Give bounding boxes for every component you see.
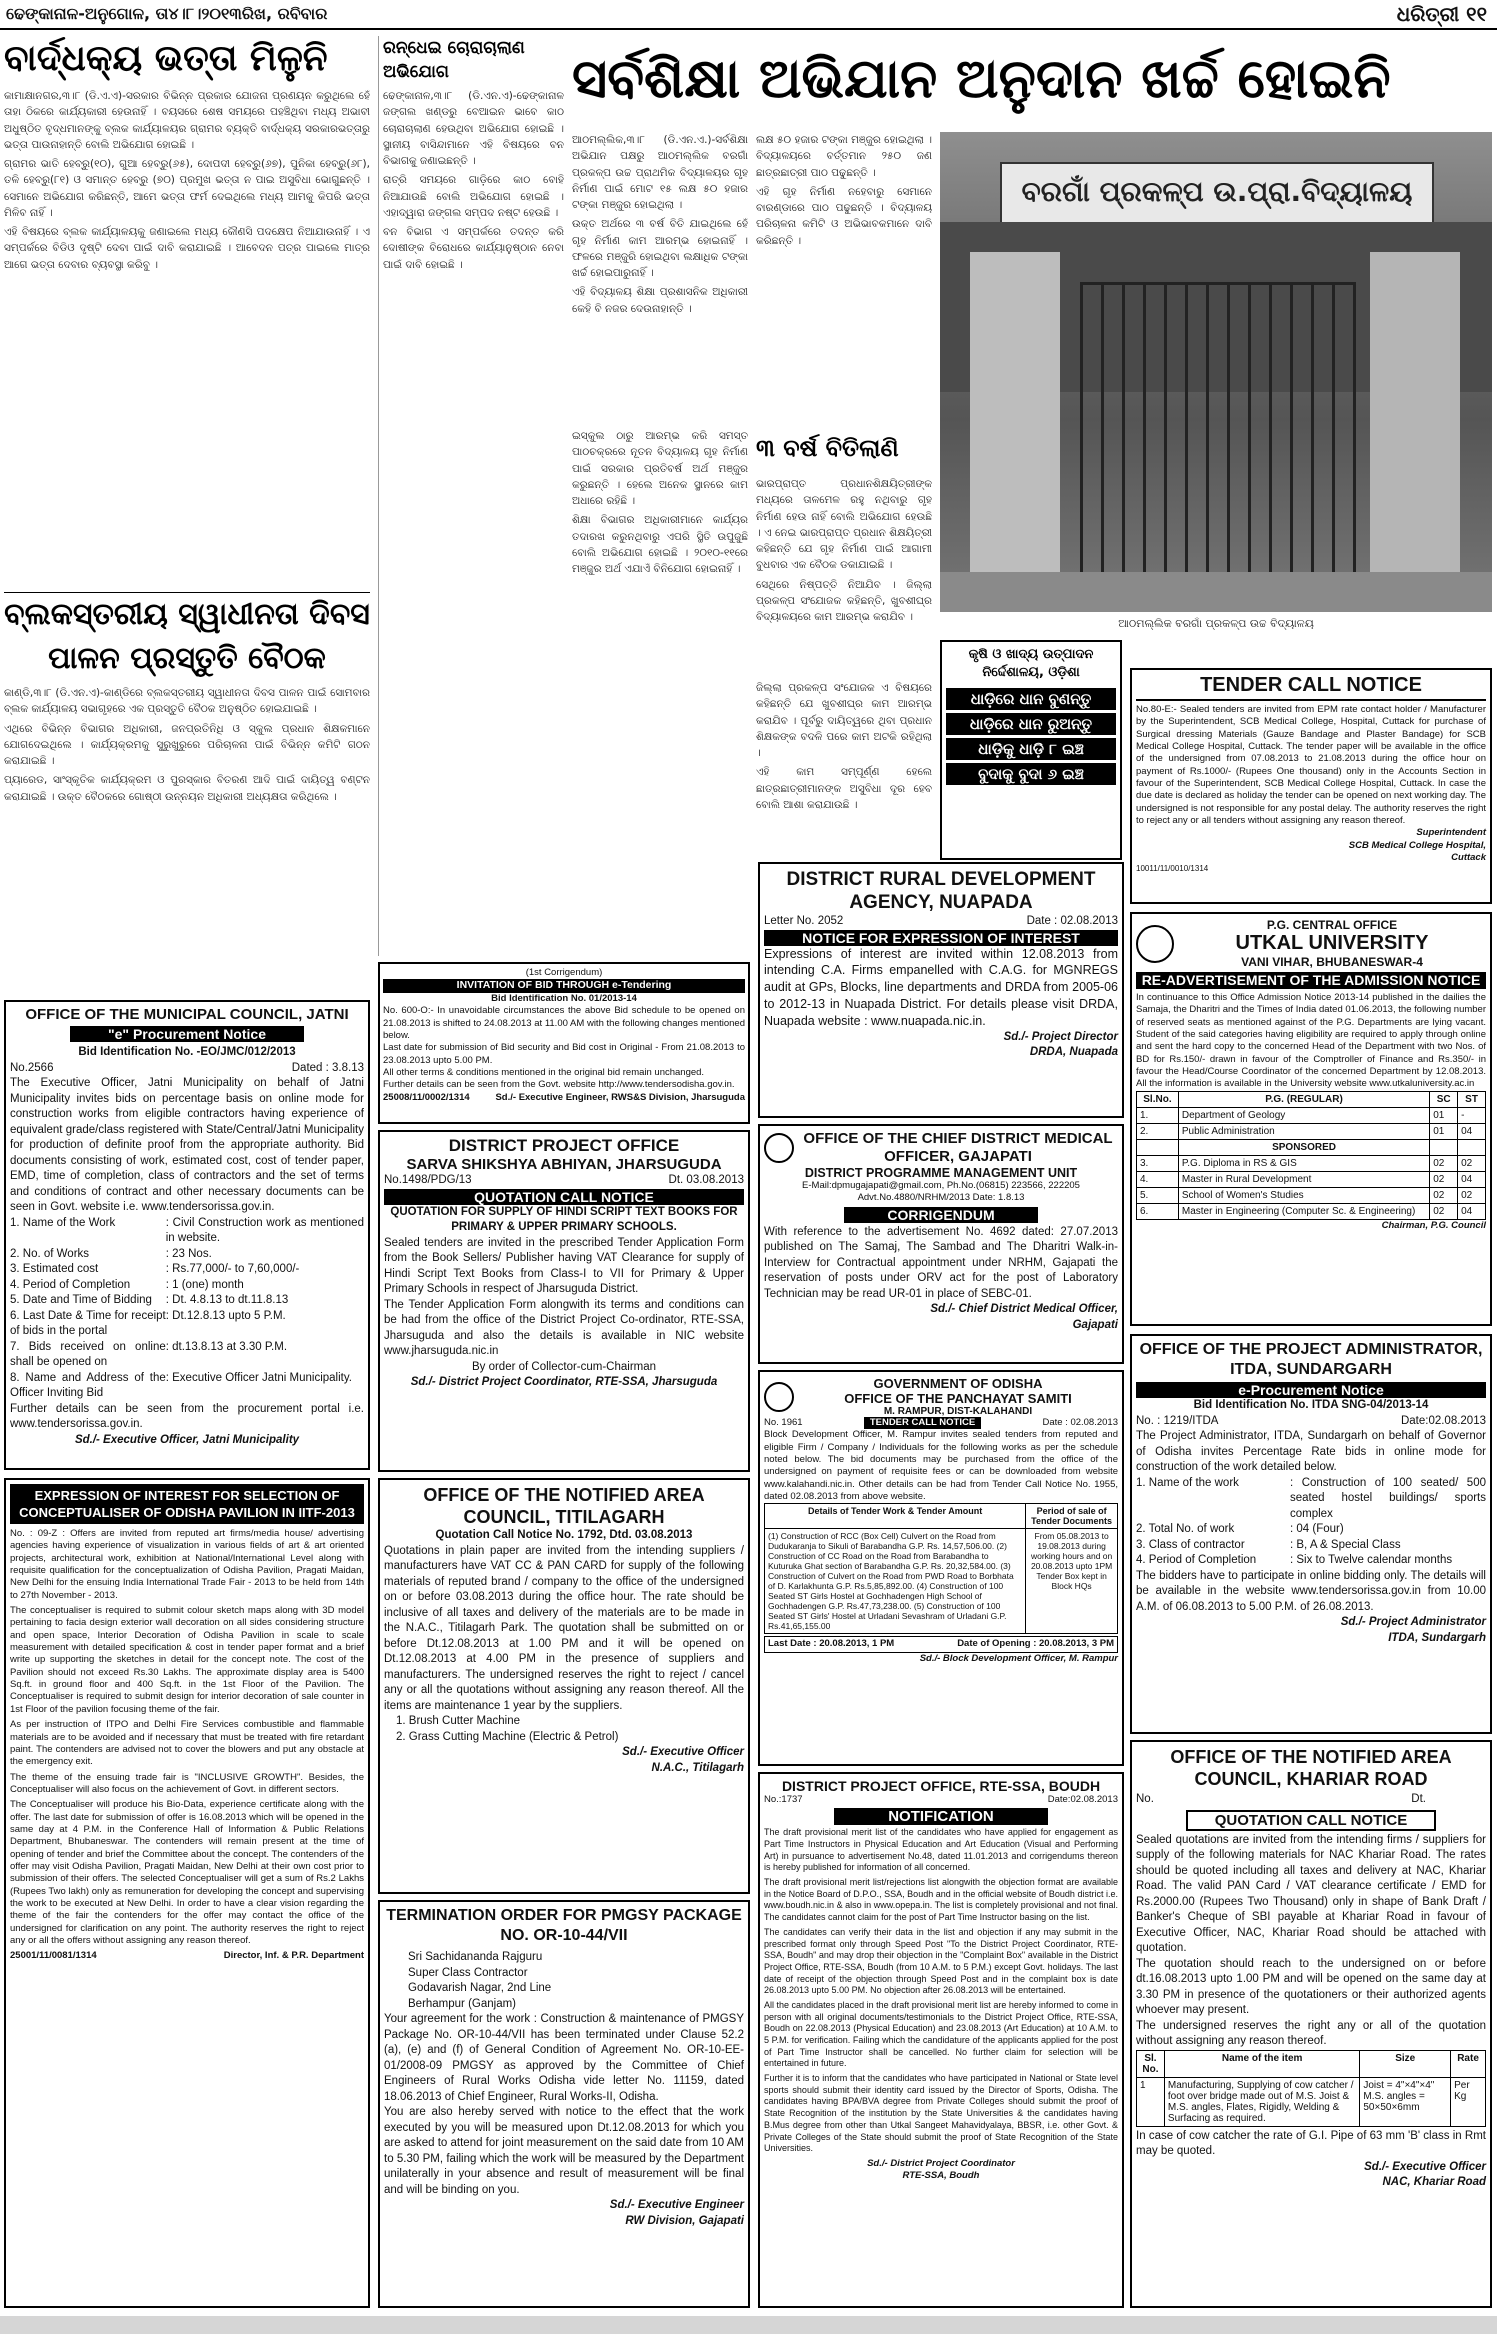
ssa-jharsuguda-notice: DISTRICT PROJECT OFFICE SARVA SHIKSHYA ABHIYAN, JHARSUGUDA No.1498/PDG/13 Dt. 03.08.2013 QUOTATION CALL NOTICE QUOTATION FOR SUPPLY OF HINDI SCRIPT TEXT BOOKS FOR PRIMARY & UPPER PRIMARY SCHOOLS. Sealed tenders are invited in the prescribed Tender Application Form from the Book Sellers/ Publisher having VAT Clearance for supply of Hindi Script Text Books from Class-I to VII for Primary & Upper Primary Schools in respect of Jharsuguda District. The Tender Application Form alongwith its terms and conditions can be had from the office of the District Project Co-ordinator, RTE-SSA, Jharsuguda and also the details is available in NIC website www.jharsuguda.nic.in By order of Collector-cum-Chairman Sd./- District Project Coordinator, RTE-SSA, Jharsuguda (378, 1130, 750, 1472)
masthead-page: ଧରିତ୍ରୀ ୧୧ (1396, 2, 1487, 26)
story-school-funds: ଇସ୍କୁଲ ଠାରୁ ଆରମ୍ଭ କରି ସମସ୍ତ ପାଠଚକ୍ରରେ ନୂତନ ବିଦ୍ୟାଳୟ ଗୃହ ନିର୍ମାଣ ପାଇଁ ସରକାର ପ୍ରତିବର୍ଷ ଅର୍ଥ ମଞ୍ଜୁର କରୁଛନ୍ତି । ହେଲେ ଅନେକ ସ୍ଥାନରେ କାମ ଅଧାରେ ରହିଛି । ଶିକ୍ଷା ବିଭାଗର ଅଧିକାରୀମାନେ କାର୍ଯ୍ୟର ତଦାରଖ କରୁନଥିବାରୁ ଏପରି ସ୍ଥିତି ଉପୁଜୁଛି ବୋଲି ଅଭିଯୋଗ ହୋଇଛି । ୨୦୧୦-୧୧ରେ ମଞ୍ଜୁର ଅର୍ଥ ଏଯାଏଁ ବିନିଯୋଗ ହୋଇନାହିଁ । (572, 430, 748, 576)
notice-title: TERMINATION ORDER FOR PMGSY PACKAGE NO. OR-10-44/VII (386, 1907, 742, 1944)
notice-title: OFFICE OF THE CHIEF DISTRICT MEDICAL OFFICER, GAJAPATI (803, 1130, 1113, 1165)
photo-caption-box (940, 614, 1492, 636)
jatni-procurement-notice: OFFICE OF THE MUNICIPAL COUNCIL, JATNI "e" Procurement Notice Bid Identification No. -EO/JMC/012/2013 No.2566 Dated : 3.8.13 The Executive Officer, Jatni Municipality on behalf of Jatni Municipality invites bids on percentage basis on online mode for construction works from eligible contractors having experience of equivalent grade/class registered with State/Central/Jatni Municipality for production of definite proof from the appropriate authority. Bid documents consisting of work, estimated cost, cost of tender paper, EMD, time of completion, class of contractors and the set of terms and conditions of contract and other necessary documents can be seen in Govt. website i.e. www.tendersorissa.gov.in. 1. Name of the Work : Civil Construction work as mentioned in website. 2. No. of Works : 23 Nos. 3. Estimated cost : Rs.77,000/- to 7,60,000/- 4. Period of Completion : 1 (one) month 5. Date and Time of Bidding : Dt. 4.8.13 to dt.11.8.13 6. Last Date & Time for receipt of bids in the portal : Dt.12.8.13 upto 5 P.M. 7. Bids received on online shall be opened on : dt.13.8.13 at 3.30 P.M. 8. Name and Address of the Officer Inviting Bid : Executive Officer Jatni Municipality. Further details can be seen from the procurement portal i.e. www.tendersorissa.gov.in. Sd./- Executive Officer, Jatni Municipality (4, 1000, 370, 1470)
emblem-icon (764, 1382, 794, 1412)
school-sign: ବରଗାଁ ପ୍ରକଳ୍ପ ଉ.ପ୍ରା.ବିଦ୍ୟାଳୟ (1000, 162, 1434, 226)
rwss-corrigendum: (1st Corrigendum) INVITATION OF BID THROUGH e-Tendering Bid Identification No. 01/2013-14 No. 600-O:- In unavoidable circumstances the above Bid schedule to be opened on 21.08.2013 is shifted to 24.08.2013 at 11.00 AM with the following changes mentioned below. Last date for submission of Bid security and Bid cost in Original - From 21.08.2013 to 23.08.2013 upto 5.00 PM. All other terms & conditions mentioned in the original bid remain unchanged. Further details can be seen from the Govt. website http://www.tendersodisha.gov.in. 25008/11/0002/1314 Sd./- Executive Engineer, RWS&S Division, Jharsuguda (378, 962, 750, 1124)
emblem-icon (764, 1133, 794, 1163)
lead-subhead: ୩ ବର୍ଷ ବିତିଲାଣି (756, 434, 899, 462)
story-independence-day (4, 592, 370, 992)
utkal-university-admission-notice: P.G. CENTRAL OFFICE UTKAL UNIVERSITY VANI VIHAR, BHUBANESWAR-4 RE-ADVERTISEMENT OF THE ADMISSION NOTICE In continuance to this Office Admission Notice 2013-14 published in the dailies the Samaja, the Dharitri and the Times of India dated 01.06.2013, the following number of reserved seats as mentioned against of the P.G. Departments are lying vacant. Student of the said categories having eligibility are required to apply through online and sent the hard copy to the concerned Head of the Department with two Nos. of BD for Rs.150/- drawn in favour of the Comptroller of Finance and Rs.350/- in favour the Head/Course Coordinator of the concerned Department by 12.08.2013. All the information is available in the University website www.utkaluniversity.ac.in Sl.No. P.G. (REGULAR) SC ST 1. Department of Geology 01 - 2. Public Administration 01 04 SPONSORED 3. P.G. Diploma in RS & GIS 02 02 4. Master in Rural Development 02 04 5. School of Women's Studies 02 02 6. Master in Engineering (Computer Sc. & Engineering) 02 04 Chairman, P.G. Council (1130, 912, 1492, 1326)
agri-title: କୃଷି ଓ ଖାଦ୍ୟ ଉତ୍ପାଦନ ନିର୍ଦ୍ଦେଶାଳୟ, ଓଡ଼ିଶା (968, 647, 1094, 680)
titilagarh-quotation-notice: OFFICE OF THE NOTIFIED AREA COUNCIL, TITILAGARH Quotation Call Notice No. 1792, Dtd. 03.08.2013 Quotations in plain paper are invited from the intending suppliers / manufacturers have VAT CC & PAN CARD for supply of the following materials of reputed brand / company to the office of the undersigned on or before 03.08.2013 during the office hour. The rate should be inclusive of all taxes and delivery of the materials are to be made in the N.A.C., Titilagarh Park. The quotation shall be submitted on or before Dt.12.08.2013 at 1.00 PM and it will be opened on Dt.12.08.2013 at 4.00 PM in the presence of suppliers and manufacturers. The undersigned reserves the right to reject / cancel any or all the quotations without assigning any reason thereof. All the items are maintenance 1 year by the suppliers. 1. Brush Cutter Machine 2. Grass Cutting Machine (Electric & Petrol) Sd./- Executive Officer N.A.C., Titilagarh (378, 1478, 750, 1894)
masthead-dateline: ଢେଙ୍କାନାଳ-ଅନୁଗୋଳ, ତା୪।୮।୨୦୧୩ରିଖ, ରବିବାର (6, 4, 328, 23)
gate (1080, 282, 1356, 588)
university-logo-icon (1136, 925, 1174, 963)
agriculture-ad: କୃଷି ଓ ଖାଦ୍ୟ ଉତ୍ପାଦନ ନିର୍ଦ୍ଦେଶାଳୟ, ଓଡ଼ିଶା ଧାଡ଼ିରେ ଧାନ ବୁଣନ୍ତୁ ଧାଡ଼ିରେ ଧାନ ରୁଅନ୍ତୁ ଧାଡ଼ିକୁ ଧାଡ଼ି ୮ ଇଞ୍ଚ ବୁଦାକୁ ବୁଦା ୬ ଇଞ୍ଚ (940, 640, 1122, 860)
items-table: Sl. No. Name of the item Size Rate 1 Manufacturing, Supplying of cow catcher / foot over bridge made out of M.S. Joist & M.S. angles, Flates, Rigidly, Welding & Surfacing as required. Joist = 4"×4"×4" M.S. angles = 50×50×6mm Per Kg (1136, 2050, 1486, 2127)
photo-caption: ଆଠମଲ୍ଲିକ ବରଗାଁ ପ୍ରକଳ୍ପ ଉଚ୍ଚ ବିଦ୍ୟାଳୟ (1118, 617, 1314, 630)
table-row: 2. Public Administration 01 04 (1137, 1123, 1486, 1139)
school-photo (940, 132, 1492, 612)
notice-title: EXPRESSION OF INTEREST FOR SELECTION OF CONCEPTUALISER OF ODISHA PAVILION IN IITF-2013 (10, 1484, 364, 1524)
notice-title: UTKAL UNIVERSITY (1235, 932, 1429, 954)
khariar-road-quotation-notice: OFFICE OF THE NOTIFIED AREA COUNCIL, KHARIAR ROAD No. Dt. QUOTATION CALL NOTICE Sealed quotations are invited from the intending firms / suppliers for supply of the following materials for NAC Khariar Road. The rates should be quoted including all taxes and delivery at NAC, Khariar Road. The valid PAN Card / VAT clearance certificate / EMD for Rs.2000.00 (Rupees Two Thousand) only in shape of Bank Draft / Banker's Cheque of SBI payable at Khariar Road in favour of Executive Officer, NAC, Khariar Road should be attached with quotation. The quotation should reach to the undersigned on or before dt.16.08.2013 upto 1.00 PM and will be opened on the same day at 3.30 PM in presence of the quotationers or their authorized agents whoever may present. The undersigned reserves the right any or all of the quotation without assigning any reason thereof. Sl. No. Name of the item Size Rate 1 Manufacturing, Supplying of cow catcher / foot over bridge made out of M.S. Joist & M.S. angles, Flates, Rigidly, Welding & Surfacing as required. Joist = 4"×4"×4" M.S. angles = 50×50×6mm Per Kg In case of cow catcher the rate of G.I. Pipe of 63 mm 'B' class in Rmt may be quoted. Sd./- Executive Officer NAC, Khariar Road (1130, 1740, 1492, 2308)
notice-title: OFFICE OF THE MUNICIPAL COUNCIL, JATNI (25, 1006, 349, 1023)
table-row: 4. Master in Rural Development 02 04 (1137, 1171, 1486, 1187)
itda-sundargarh-notice: OFFICE OF THE PROJECT ADMINISTRATOR, ITDA, SUNDARGARH e-Procurement Notice Bid Identification No. ITDA SNG-04/2013-14 No. : 1219/ITDA Date:02.08.2013 The Project Administrator, ITDA, Sundargarh on behalf of Governor of Odisha invites Percentage Rate bids in online mode for construction of the work detailed below. 1. Name of the work : Construction of 100 seated/ 500 seated hostel buildings/ sports complex 2. Total No. of work : 04 (Four) 3. Class of contractor : B, A & Special Class 4. Period of Completion : Six to Twelve calendar months The bidders have to participate in online bidding only. The details will be available in the website www.tendersorissa.gov.in from 10.00 A.M. of 06.08.2013 to 5.00 P.M. of 26.08.2013. Sd./- Project Administrator ITDA, Sundargarh (1130, 1334, 1492, 1734)
drda-nuapada-notice: DISTRICT RURAL DEVELOPMENT AGENCY, NUAPADA Letter No. 2052 Date : 02.08.2013 NOTICE FOR EXPRESSION OF INTEREST Expressions of interest are invited within 12.08.2013 from intending C.A. Firms empanelled with C.A.G. for MGNREGS audit at GPs, Blocks, line departments and DRDA from 2005-06 to 2012-13 in Nuapada District. For details please visit DRDA, Nuapada website : www.nuapada.nic.in. Sd./- Project Director DRDA, Nuapada (758, 862, 1124, 1118)
table-row: 1 Manufacturing, Supplying of cow catcher / foot over bridge made out of M.S. Joist & M.S. angles, Flates, Rigidly, Welding & Surfacing as required. Joist = 4"×4"×4" M.S. angles = 50×50×6mm Per Kg (1137, 2077, 1486, 2126)
mrampur-tender-notice: GOVERNMENT OF ODISHA OFFICE OF THE PANCHAYAT SAMITI M. RAMPUR, DIST-KALAHANDI No. 1961 TENDER CALL NOTICE Date : 02.08.2013 Block Development Officer, M. Rampur invites sealed tenders from reputed and eligible Firm / Company / Individuals for the following works as per the schedule noted below. The bid documents may be purchased from the office of the undersigned on payment of requisite fees or can be downloaded from website www.kalahandi.nic.in. Other details can be had from Tender Call Notice No. 1955, dated 02.08.2013 from above website. Details of Tender Work & Tender Amount Period of sale of Tender Documents (1) Construction of RCC (Box Cell) Culvert on the Road from Dudukaranja to Sikuli of Barabandha G.P. Rs. 14,57,506.00. (2) Construction of CC Road on the Road from Barabandha to Kuturuka Ghat section of Barabandha G.P. Rs. 20,32,584.00. (3) Construction of Culvert on the Road from PWD Road to Borbhata of D. Karlakhunta G.P. Rs.5,85,892.00. (4) Construction of 100 Seated ST Girls Hostel at Gochhadengen High School of Gochhadengen G.P. Rs.47,73,238.00. (5) Construction of 100 Seated ST Girls' Hostel at Urladani Sevashram of Urladani G.P. Rs.41,65,155.00 From 05.08.2013 to 19.08.2013 during working hours and on 20.08.2013 upto 1PM Tender Box kept in Block HQs Last Date : 20.08.2013, 1 PM Date of Opening : 20.08.2013, 3 PM Sd./- Block Development Officer, M. Rampur (758, 1370, 1124, 1766)
boudh-notification: DISTRICT PROJECT OFFICE, RTE-SSA, BOUDH No.:1737 Date:02.08.2013 NOTIFICATION The draft provisional merit list of the candidates who have applied for engagement as Part Time Instructors in Physical Education and Art Education (Visual and Performing Art) in pursuance to advertisement No.48, dated 11.01.2013 and corrigendums thereon is hereby published for information of all concerned. The draft provisional merit list/rejections list alongwith the objection format are available in the Notice Board of D.P.O., SSA, Boudh and in the official website of Boudh district i.e. www.boudh.nic.in & also in www.opepa.in. The list is completely provisional and not final. The candidates cannot claim for the post of Part Time Instructor basing on the list. The candidates can verify their data in the list and objection if any may submit in the prescribed format only through Speed Post "To the District Project Coordinator, RTE-SSA, Boudh" and may drop their objection in the "Complaint Box" available in the District Project Office, RTE-SSA, Boudh (from 10 A.M. to 5 P.M.) except Govt. holidays. The last date of receipt of the objection through Speed Post and in the complaint box is date 26.08.2013 upto 5.00 PM. No objection after 26.08.2013 will be entertained. All the candidates placed in the draft provisional merit list are hereby informed to come in person with all original documents/testimonials to the District Project Office, RTE-SSA, Boudh on 22.08.2013 (Physical Education) and 23.08.2013 (Art Education) at 10 A.M. to 5 P.M. for verification. Failing which the candidature of the applicants applied for the post of Part Time Instructor shall be cancelled. No further claim for selection will be entertained in future. Further it is to inform that the candidates who have participated in National or State level sports should submit their identity card issued by the Director of Sports, Odisha. The candidates having BPA/BVA degree from Private Colleges should submit the proof of State Recognition of the institution by the State Universities & the candidates having B.Mus degree from other than Utkal Sangeet Mahavidyalaya, BBSR, i.e. other Govt. & Private Colleges of the State should submit the proof of State Recognition of the State Universities. Sd./- District Project Coordinator RTE-SSA, Boudh (758, 1772, 1124, 2308)
notice-title: DISTRICT RURAL DEVELOPMENT AGENCY, NUAPADA (786, 869, 1096, 913)
table-row: 6. Master in Engineering (Computer Sc. & Engineering) 02 04 (1137, 1203, 1486, 1219)
tender-table: Details of Tender Work & Tender Amount Period of sale of Tender Documents (1) Construction of RCC (Box Cell) Culvert on the Road from Dudukaranja to Sikuli of Barabandha G.P. Rs. 14,57,506.00. (2) Construction of CC Road on the Road from Barabandha to Kuturuka Ghat section of Barabandha G.P. Rs. 20,32,584.00. (3) Construction of Culvert on the Road from PWD Road to Borbhata of D. Karlakhunta G.P. Rs.5,85,892.00. (4) Construction of 100 Seated ST Girls Hostel at Gochhadengen High School of Gochhadengen G.P. Rs.47,73,238.00. (5) Construction of 100 Seated ST Girls' Hostel at Urladani Sevashram of Urladani G.P. Rs.41,65,155.00 From 05.08.2013 to 19.08.2013 during working hours and on 20.08.2013 upto 1PM Tender Box kept in Block HQs (764, 1503, 1118, 1634)
cdmo-gajapati-corrigendum: OFFICE OF THE CHIEF DISTRICT MEDICAL OFFICER, GAJAPATI DISTRICT PROGRAMME MANAGEMENT UNIT E-Mail:dpmugajapati@gmail.com, Ph.No.(06815) 223566, 222205 Advt.No.4880/NRHM/2013 Date: 1.8.13 CORRIGENDUM With reference to the advertisement No. 4692 dated: 27.07.2013 published on The Samaj, The Sambad and The Dharitri Walk-in-Interview for Contractual appointment under NRHM, Gajapati the reservation of posts under ORV act for the post of Laboratory Technician may be read UR-01 in place of SEBC-01. Sd./- Chief District Medical Officer, Gajapati (758, 1124, 1124, 1364)
story-old-age-pension (4, 34, 370, 589)
lead-headline-box (572, 36, 1492, 126)
masthead (0, 0, 1497, 30)
story-body: କାମାକ୍ଷାନଗର,୩।୮ (ଡି.ଏ.ଏ)-ସରକାର ବିଭିନ୍ନ ପ୍ରକାର ଯୋଜନା ପ୍ରଣୟନ କରୁଥିଲେ ହେଁ ତାହା ଠିକରେ କାର୍ଯ୍ୟକାରୀ ହେଉନାହିଁ । ବୟସରେ ଶେଷ ସମୟରେ ପହଞ୍ଚିଥିବା ମଧ୍ୟ ଅଭାବୀ ଅଧୁଷ୍ଠିତ ବୃଦ୍ଧମାନଙ୍କୁ ବ୍ଲକ କାର୍ଯ୍ୟାଳୟର ଗ୍ରାମର ବ୍ୟକ୍ତି ବାର୍ଦ୍ଧକ୍ୟ ସରକାରଭତ୍ତାରୁ ଭତ୍ତା ପାଉନାହାନ୍ତି ବୋଲି ଅଭିଯୋଗ ହୋଇଛି । ଗ୍ରାମର ଭାତି ହେବ୍ରୁ(୧୦), ଗୁଆ ହେବ୍ରୁ(୬୫), ଦୋପଦୀ ହେବ୍ରୁ(୬୭), ପୁନିକା ହେବ୍ରୁ(୬୮), ତଳି ହେବ୍ରୁ(୮୧) ଓ ସମାନ୍ତ ହେବ୍ରୁ (୭୦) ପ୍ରମୁଖ ଭତ୍ତା ନ ପାଇ ଅସୁବିଧା ଭୋଗୁଛନ୍ତି । ସେମାନେ ଅଭିଯୋଗ କରିଛନ୍ତି, ଆମେ ଭତ୍ତା ଫର୍ମ ଦେଇଥିଲେ ମଧ୍ୟ ଆମକୁ କିପରି ଭତ୍ତା ମିଳିବ ନାହିଁ । ଏହି ବିଷୟରେ ବ୍ଲକ କାର୍ଯ୍ୟାଳୟକୁ ଜଣାଇଲେ ମଧ୍ୟ କୌଣସି ପଦକ୍ଷେପ ନିଆଯାଉନାହିଁ । ଏ ସମ୍ପର୍କରେ ବିଡିଓ ଦୃଷ୍ଟି ଦେବା ପାଇଁ ଦାବି କରାଯାଇଛି । ଆବେଦନ ପତ୍ର ପାଇଲେ ମାତ୍ର ଆଗେ ଭତ୍ତା ଦେବାର ବ୍ୟବସ୍ଥା କରିବୁ । (4, 90, 370, 271)
notice-title: DISTRICT PROJECT OFFICE (448, 1136, 680, 1155)
lead-column-3b: ଜିଲ୍ଲା ପ୍ରକଳ୍ପ ସଂଯୋଜକ ଏ ବିଷୟରେ କହିଛନ୍ତି ଯେ ଖୁବଶୀଘ୍ର କାମ ଆରମ୍ଭ କରାଯିବ । ପୂର୍ବରୁ ଦାୟିତ୍ୱରେ ଥିବା ପ୍ରଧାନ ଶିକ୍ଷକଙ୍କ ବଦଳି ପରେ କାମ ଅଟକି ରହିଥିଲା । ଏହି କାମ ସମ୍ପୂର୍ଣ୍ଣ ହେଲେ ଛାତ୍ରଛାତ୍ରୀମାନଙ୍କ ଅସୁବିଧା ଦୂର ହେବ ବୋଲି ଆଶା କରାଯାଉଛି । (756, 682, 932, 811)
bottom-strip (0, 2316, 1497, 2334)
seats-table: Sl.No. P.G. (REGULAR) SC ST 1. Department of Geology 01 - 2. Public Administration 01 04 SPONSORED 3. P.G. Diploma in RS & GIS 02 02 4. Master in Rural Development 02 04 5. School of Women's Studies 02 02 6. Master in Engineering (Computer Sc. & Engineering) 02 04 (1136, 1091, 1486, 1220)
story-headline: ବ୍ଲକସ୍ତରୀୟ ସ୍ୱାଧୀନତା ଦିବସ ପାଳନ ପ୍ରସ୍ତୁତି ବୈଠକ (4, 597, 370, 676)
story-headline: ବାର୍ଦ୍ଧକ୍ୟ ଭତ୍ତା ମିଳୁନି (4, 38, 328, 79)
story-body: କାଣ୍ଡି,୩।୮ (ଡି.ଏନ.ଏ)-କାଣ୍ଡିରେ ବ୍ଲକସ୍ତରୀୟ ସ୍ୱାଧୀନତା ଦିବସ ପାଳନ ପାଇଁ ସୋମବାର ବ୍ଲକ କାର୍ଯ୍ୟାଳୟ ସଭାଗୃହରେ ଏକ ପ୍ରସ୍ତୁତି ବୈଠକ ଅନୁଷ୍ଠିତ ହୋଇଯାଇଛି । ଏଥିରେ ବିଭିନ୍ନ ବିଭାଗର ଅଧିକାରୀ, ଜନପ୍ରତିନିଧି ଓ ସ୍କୁଲ ପ୍ରଧାନ ଶିକ୍ଷକମାନେ ଯୋଗଦେଇଥିଲେ । କାର୍ଯ୍ୟକ୍ରମକୁ ସୁରୁଖୁରୁରେ ପରିଚାଳନା ପାଇଁ ବିଭିନ୍ନ କମିଟି ଗଠନ କରାଯାଇଛି । ପ୍ୟାରେଡ, ସାଂସ୍କୃତିକ କାର୍ଯ୍ୟକ୍ରମ ଓ ପୁରସ୍କାର ବିତରଣ ଆଦି ପାଇଁ ଦାୟିତ୍ୱ ବଣ୍ଟନ କରାଯାଇଛି । ଉକ୍ତ ବୈଠକରେ ଗୋଷ୍ଠୀ ଉନ୍ନୟନ ଅଧିକାରୀ ଅଧ୍ୟକ୍ଷତା କରିଥିଲେ । (4, 687, 370, 803)
iitf-expression-of-interest: EXPRESSION OF INTEREST FOR SELECTION OF CONCEPTUALISER OF ODISHA PAVILION IN IITF-2013 No. : 09-Z : Offers are invited from reputed art firms/media house/ advertising agencies having experience of visualization in various fields of art & art oriented projects, architectural work, exhibition at National/International Level along with requisite qualification for the conceptualization of Odisha Pavilion, Pragati Maidan, New Delhi for the ensuing India International Trade Fair - 2013 to be held from 14th to 27th November - 2013. The conceptualiser is required to submit colour sketch maps along with 3D model pertaining to facia design exterior wall decoration on all sides considering structure and open space, Interior Decoration of Odisha Pavilion in scale to scale measurement with detailed specification & cost in tender paper format and a brief write up supporting the sketches in detail for the concept note. The cost of the Pavilion should not exceed Rs.30 Lakhs. The approximate display area is 5400 Sq.ft. in ground floor and 400 Sq.ft. in the 1st Floor of the Pavilion. The Conceptualiser is required to submit design for interior decoration of sale counter in 1st Floor of the pavilion focusing theme of the fair. As per instruction of ITPO and Delhi Fire Services combustible and flammable materials are to be avoided and if necessary that must be treated with fire retardant paint. The contenders are advised not to cover the blowers and put any obstacle at the emergency exit. The theme of the ensuing trade fair is "INCLUSIVE GROWTH". Besides, the Conceptualiser will also focus on the achievement of Govt. in different sectors. The Conceptualiser will produce his Bio-Data, experience certificate along with the offer. The last date for submission of offer is 16.08.2013 which will be opened in the same day at 4 P.M. in the Conference Hall of Information & Public Relations Department, Bhubaneswar. The contenders will remain present at the time of opening of tender and brief the Committee about the concept. The contenders of the offer may visit Odisha Pavilion, Pragati Maidan, New Delhi at their own cost prior to submission of their offers. The selected Conceptualiser will get a sum of Rs.2 Lakhs (Rupees Two lakh) only as remuneration for developing the concept and supervising the work to be executed at New Delhi. In order to have a clear vision regarding the theme of the fair the contenders for the offer may contact the office of the undersigned for clarification on any point. The authority reserves the right to reject any or all the offers without assigning any reason thereof. 25001/11/0081/1314 Director, Inf. & P.R. Department (4, 1478, 370, 2308)
notice-title: OFFICE OF THE NOTIFIED AREA COUNCIL, TITILAGARH (423, 1485, 705, 1527)
lead-headline: ସର୍ବଶିକ୍ଷା ଅଭିଯାନ ଅନୁଦାନ ଖର୍ଚ୍ଚ ହୋଇନି (572, 47, 1391, 110)
table-row: SPONSORED (1137, 1139, 1486, 1155)
lead-column-1: ଆଠମଲ୍ଲିକ,୩।୮ (ଡି.ଏନ.ଏ.)-ସର୍ବଶିକ୍ଷା ଅଭିଯାନ ପକ୍ଷରୁ ଆଠମଲ୍ଲିକ ବରଗାଁ ପ୍ରକଳ୍ପ ଉଚ୍ଚ ପ୍ରାଥମିକ ବିଦ୍ୟାଳୟର ଗୃହ ନିର୍ମାଣ ପାଇଁ ମୋଟ ୧୫ ଲକ୍ଷ ୫୦ ହଜାର ଟଙ୍କା ମଞ୍ଜୁର ହୋଇଥିଲା । ଉକ୍ତ ଅର୍ଥରେ ୩ ବର୍ଷ ବିତି ଯାଇଥିଲେ ହେଁ ଗୃହ ନିର୍ମାଣ କାମ ଆରମ୍ଭ ହୋଇନାହିଁ । ଫଳରେ ମଞ୍ଜୁରି ହୋଇଥିବା ଲକ୍ଷାଧିକ ଟଙ୍କା ଖର୍ଚ୍ଚ ହୋଇପାରୁନାହିଁ । ଏହି ବିଦ୍ୟାଳୟ ଶିକ୍ଷା ପ୍ରଶାସନିକ ଅଧିକାରୀ କେହି ବି ନଜର ଦେଉନାହାନ୍ତି । (572, 134, 748, 315)
notice-title: INVITATION OF BID THROUGH e-Tendering (383, 979, 745, 993)
table-row: 3. P.G. Diploma in RS & GIS 02 02 (1137, 1155, 1486, 1171)
lead-subhead-box (756, 428, 932, 472)
notice-title: GOVERNMENT OF ODISHA (873, 1376, 1043, 1391)
story-headline: ରନ୍ଧେଇ ଚୋରାଚାଲାଣ ଅଭିଯୋଗ (383, 38, 525, 82)
table-row: 1. Department of Geology 01 - (1137, 1107, 1486, 1123)
notice-title: TENDER CALL NOTICE (1136, 674, 1486, 701)
pmgsy-termination-order: TERMINATION ORDER FOR PMGSY PACKAGE NO. OR-10-44/VII Sri Sachidananda Rajguru Super Class Contractor Godavarish Nagar, 2nd Line Berhampur (Ganjam) Your agreement for the work : Construction & maintenance of PMGSY Package No. OR-10-44/VII has been terminated under Clause 52.2 (a), (e) and (f) of General Condition of Agreement No. OR-10-EE-01/2008-09 PMGSY as approved by the Committee of Chief Engineers of Rural Works Odisha vide letter No. 11159, dated 18.06.2013 of Chief Engineer, Rural Works-II, Odisha. You are also hereby served with notice to the effect that the work executed by you will be measured upon Dt.12.08.2013 for which you are asked to attend for joint measurement on the said date from 10 AM to 5.30 PM, failing which the work will be measured by the Department unilaterally in your absence and result of measurement will be final and will be binding on you. Sd./- Executive Engineer RW Division, Gajapati (378, 1900, 750, 2308)
story-body: ଢେଙ୍କାନାଳ,୩।୮ (ଡି.ଏନ.ଏ)-ଢେଙ୍କାନାଳ ଜଙ୍ଗଲ ଖଣ୍ଡରୁ ବେଆଇନ ଭାବେ କାଠ ଚୋରାଚାଲାଣ ହେଉଥିବା ଅଭିଯୋଗ ହୋଇଛି । ସ୍ଥାନୀୟ ବାସିନ୍ଦାମାନେ ଏହି ବିଷୟରେ ବନ ବିଭାଗକୁ ଜଣାଇଛନ୍ତି । ରାତ୍ରି ସମୟରେ ଗାଡ଼ିରେ କାଠ ବୋହି ନିଆଯାଉଛି ବୋଲି ଅଭିଯୋଗ ହୋଇଛି । ଏହାଦ୍ୱାରା ଜଙ୍ଗଲ ସମ୍ପଦ ନଷ୍ଟ ହେଉଛି । ବନ ବିଭାଗ ଏ ସମ୍ପର୍କରେ ତଦନ୍ତ କରି ଦୋଷୀଙ୍କ ବିରୋଧରେ କାର୍ଯ୍ୟାନୁଷ୍ଠାନ ନେବା ପାଇଁ ଦାବି ହୋଇଛି । (383, 90, 564, 271)
table-row: 5. School of Women's Studies 02 02 (1137, 1187, 1486, 1203)
scb-tender-notice: TENDER CALL NOTICE No.80-E:- Sealed tenders are invited from EPM rate contact holder / Manufacturer by the Superintendent, SCB Medical College, Hospital, Cuttack for purchase of Surgical dressing Materials (Gauze Bandage and Plaster Bandage) for SCB Medical College Hospital, Cuttack. The tender paper will be available in the office of the undersigned from 07.08.2013 to 21.08.2013 during the office hour on payment of Rs.1000/- (Rupees One thousand) only in the Accounts Section in favour of the Superintendent, SCB Medical College Hospital, Cuttack. In case the due date is declared as holiday the tender can be opened on next working day. The undersigned is not responsible for any postal delay. The authority reserves the right to reject any or all tenders without assigning any reason thereof. Superintendent SCB Medical College Hospital, Cuttack 10011/11/0010/1314 (1130, 668, 1492, 904)
lead-column-2: ଲକ୍ଷ ୫୦ ହଜାର ଟଙ୍କା ମଞ୍ଜୁର ହୋଇଥିଲା । ବିଦ୍ୟାଳୟରେ ବର୍ତ୍ତମାନ ୨୫୦ ଜଣ ଛାତ୍ରଛାତ୍ରୀ ପାଠ ପଢୁଛନ୍ତି । ଏହି ଗୃହ ନିର୍ମାଣ ନହେବାରୁ ସେମାନେ ବାରଣ୍ଡାରେ ପାଠ ପଢୁଛନ୍ତି । ବିଦ୍ୟାଳୟ ପରିଚାଳନା କମିଟି ଓ ଅଭିଭାବକମାନେ ଦାବି କରିଛନ୍ତି । (756, 134, 932, 247)
notice-title: DISTRICT PROJECT OFFICE, RTE-SSA, BOUDH (781, 1778, 1101, 1794)
notice-title: OFFICE OF THE PROJECT ADMINISTRATOR, ITDA, SUNDARGARH (1139, 1341, 1483, 1378)
lead-column-3: ଭାରପ୍ରାପ୍ତ ପ୍ରଧାନଶିକ୍ଷୟିତ୍ରୀଙ୍କ ମଧ୍ୟରେ ତାଳମେଳ ରହୁ ନଥିବାରୁ ଗୃହ ନିର୍ମାଣ ହେଉ ନାହିଁ ବୋଲି ଅଭିଯୋଗ ହେଉଛି । ଏ ନେଇ ଭାରପ୍ରାପ୍ତ ପ୍ରଧାନ ଶିକ୍ଷୟିତ୍ରୀ କହିଛନ୍ତି ଯେ ଗୃହ ନିର୍ମାଣ ପାଇଁ ଆଗାମୀ ବୁଧବାର ଏକ ବୈଠକ ଡକାଯାଇଛି । ସେଥିରେ ନିଷ୍ପତ୍ତି ନିଆଯିବ । ଜିଲ୍ଲା ପ୍ରକଳ୍ପ ସଂଯୋଜକ କହିଛନ୍ତି, ଖୁବଶୀଘ୍ର ବିଦ୍ୟାଳୟରେ କାମ ଆରମ୍ଭ କରାଯିବ । (756, 478, 932, 624)
jatni-items: 1. Name of the Work : Civil Construction work as mentioned in website. 2. No. of Works : 23 Nos. 3. Estimated cost : Rs.77,000/- to 7,60,000/- 4. Period of Completion : 1 (one) month 5. Date and Time of Bidding : Dt. 4.8.13 to dt.11.8.13 6. Last Date & Time for receipt of bids in the portal : Dt.12.8.13 upto 5 P.M. 7. Bids received on online shall be opened on : dt.13.8.13 at 3.30 P.M. 8. Name and Address of the Officer Inviting Bid : Executive Officer Jatni Municipality. (10, 1216, 364, 1400)
notice-title: OFFICE OF THE NOTIFIED AREA COUNCIL, KHARIAR ROAD (1170, 1747, 1452, 1789)
story-smuggling (378, 36, 564, 956)
